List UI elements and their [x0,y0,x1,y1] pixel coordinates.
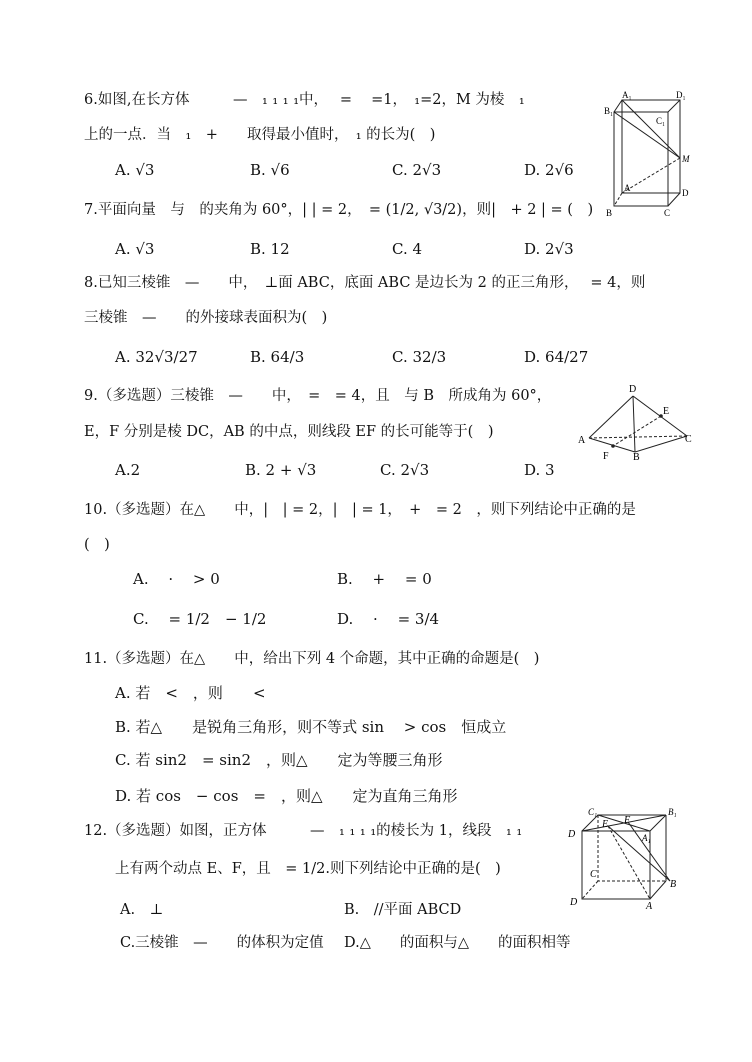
q12-line2: 上有两个动点 E、F，且 = 1/2.则下列结论中正确的是( ) [115,861,501,877]
q6-fig-label-d1: D₁ [676,90,686,100]
q10-option-c: C. = 1/2 − 1/2 [133,610,267,628]
q9-line2: E，F 分别是棱 DC，AB 的中点，则线段 EF 的长可能等于( ) [84,424,494,440]
q12-fig-label-b: B [670,879,677,890]
q7-option-a: A. √3 [115,240,155,258]
q6-fig-label-c: C [664,208,671,218]
q9-option-a: A.2 [115,461,141,479]
q9-fig-label-e: E [663,406,670,417]
q6-option-a: A. √3 [115,161,155,179]
q7-option-c: C. 4 [392,240,423,258]
q12-fig-label-a: A [646,901,653,912]
q10-line1: 10.（多选题）在△ 中，| | = 2，| | = 1， + = 2 ，则下列结论中正确的是 [84,502,636,518]
q8-option-a: A. 32√3/27 [115,348,198,366]
q6-fig-label-b1: B₁ [604,106,614,116]
q11-line1: 11.（多选题）在△ 中，给出下列 4 个命题，其中正确的命题是( ) [84,651,540,667]
q12-fig-label-e: E [602,819,609,830]
q6-fig-label-c1: C₁ [656,116,666,126]
q12-fig-label-d: D [570,897,578,908]
q9-option-c: C. 2√3 [380,461,430,479]
q10-option-a: A. · > 0 [133,570,220,588]
q12-option-a: A. ⊥ [120,902,164,918]
q12-fig-label-c1: C₁ [588,807,598,817]
q12-fig-label-b1: B₁ [668,807,677,817]
q12-fig-label-f: F [624,815,631,826]
q7-option-b: B. 12 [250,240,290,258]
q9-fig-label-b: B [633,452,640,460]
q6-fig-label-a1: A₁ [622,90,632,100]
q12-fig-label-a1: A₁ [642,833,651,843]
q8-option-b: B. 64/3 [250,348,305,366]
q9-fig-label-d: D [629,384,637,395]
q11-option-d: D. 若 cos − cos = ，则△ 定为直角三角形 [115,787,458,805]
q9-option-d: D. 3 [524,461,555,479]
q7-option-d: D. 2√3 [524,240,574,258]
q10-option-b: B. + = 0 [337,570,432,588]
q12-fig-label-d1: D [568,829,576,840]
q11-option-a: A. 若 < ，则 < [115,684,266,702]
q12-cube-figure [562,805,690,913]
q11-option-b: B. 若△ 是锐角三角形，则不等式 sin > cos 恒成立 [115,718,507,736]
q7-line1: 7.平面向量 与 的夹角为 60°，| | = 2， = (1/2, √3/2)，则| + 2 | = ( ) [84,202,594,218]
q6-option-b: B. √6 [250,161,290,179]
q8-line1: 8.已知三棱锥 — 中， ⊥面 ABC，底面 ABC 是边长为 2 的正三角形， = 4，则 [84,275,646,291]
q6-line2: 上的一点．当 ₁ + 取得最小值时， ₁ 的长为( ) [84,127,436,143]
q12-option-b: B. //平面 ABCD [344,902,462,918]
q9-fig-label-f: F [603,451,609,460]
q6-fig-label-m: M [682,154,690,164]
q12-fig-label-c: C [590,869,597,880]
q8-line2: 三棱锥 — 的外接球表面积为( ) [84,310,328,326]
q11-option-c: C. 若 sin2 = sin2 ，则△ 定为等腰三角形 [115,751,443,769]
q6-fig-label-a: A [624,183,631,193]
q9-fig-label-c: C [685,434,692,445]
q9-option-b: B. 2 + √3 [245,461,317,479]
q10-option-d: D. · = 3/4 [337,610,440,628]
q9-tetrahedron-figure [575,380,695,460]
q8-option-c: C. 32/3 [392,348,447,366]
q6-cuboid-figure [600,88,700,220]
q12-option-d: D.△ 的面积与△ 的面积相等 [344,935,571,951]
q9-fig-label-a: A [578,435,586,446]
q6-option-c: C. 2√3 [392,161,442,179]
q10-line2: ( ) [84,537,110,553]
q6-option-d: D. 2√6 [524,161,574,179]
q8-option-d: D. 64/27 [524,348,589,366]
q9-line1: 9.（多选题）三棱锥 — 中， = = 4，且 与 B 所成角为 60°， [84,388,552,404]
q6-fig-label-b: B [606,208,613,218]
q6-fig-label-d: D [682,188,689,198]
q6-line1: 6.如图,在长方体 — ₁ ₁ ₁ ₁中， = =1， ₁=2，M 为棱 ₁ [84,92,525,108]
q12-line1: 12.（多选题）如图，正方体 — ₁ ₁ ₁ ₁的棱长为 1，线段 ₁ ₁ [84,823,523,839]
q12-option-c: C.三棱锥 — 的体积为定值 [120,935,324,951]
